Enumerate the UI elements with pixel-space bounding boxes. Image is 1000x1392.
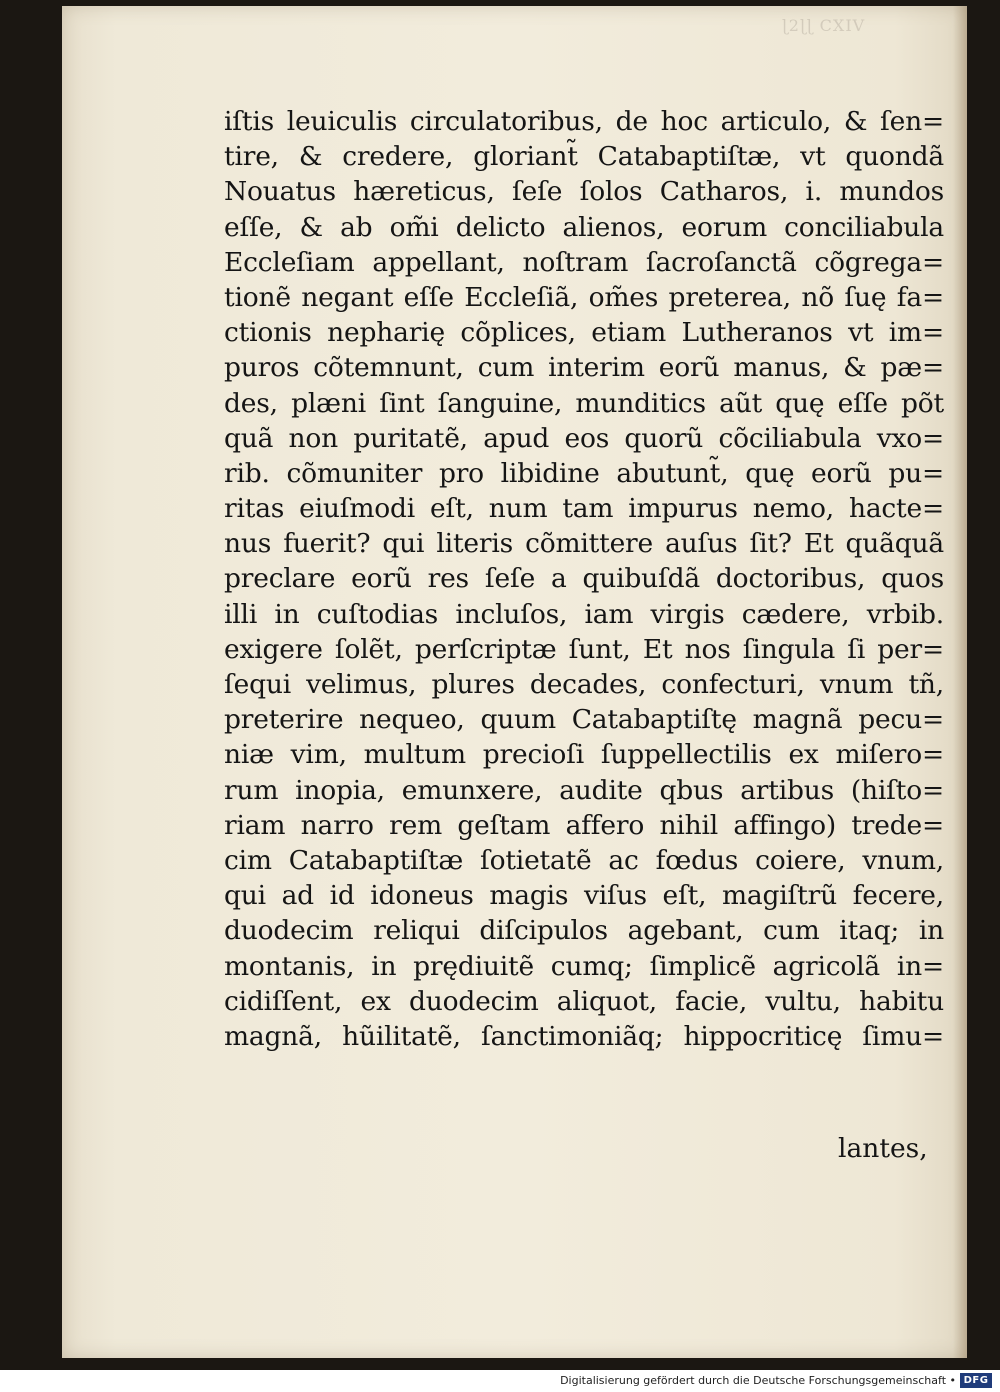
text-line: riam narro rem geſtam affero nihil affingo) trede= <box>224 809 944 841</box>
page-edge-shadow <box>953 6 967 1358</box>
faint-page-mark: ɭ2ɭɭ CXIV <box>782 16 866 35</box>
catchword: lantes, <box>838 1133 928 1164</box>
text-line: exigere ſolẽt, perſcriptæ ſunt, Et nos ſingula ſi per= <box>224 633 944 665</box>
text-line: preclare eorũ res ſeſe a quibuſdã doctoribus, quos <box>224 563 944 595</box>
text-line: niæ vim, multum precioſi ſuppellectilis ex miſero= <box>224 739 944 771</box>
text-line: qui ad id idoneus magis viſus eſt, magiſtrũ fecere, <box>224 880 944 912</box>
page-text-block <box>224 104 944 1054</box>
text-line: ſequi velimus, plures decades, confecturi, vnum tñ, <box>224 669 944 700</box>
text-line: ritas eiuſmodi eſt, num tam impurus nemo, hacte= <box>224 493 944 525</box>
text-line: preterire nequeo, quum Catabaptiſtę magnã pecu= <box>224 704 944 736</box>
text-line: quã non puritatẽ, apud eos quorũ cõciliabula vxo= <box>224 422 944 454</box>
text-line: duodecim reliqui diſcipulos agebant, cum itaq; in <box>224 915 944 947</box>
text-line: Eccleſiam appellant, noſtram ſacroſanctã cõgrega= <box>224 246 944 278</box>
text-line: tire, & credere, gloriant̃ Catabaptiſtæ, vt quondã <box>224 141 944 173</box>
digitization-footer <box>0 1370 1000 1392</box>
text-line: des, plæni ſint ſanguine, munditics aũt quę eſſe põt <box>224 387 944 419</box>
text-line: cim Catabaptiſtæ ſotietatẽ ac fœdus coiere, vnum, <box>224 844 944 876</box>
text-line: tionẽ negant eſſe Eccleſiã, om̃es preterea, nõ ſuę fa= <box>224 281 944 313</box>
text-line: ctionis nepharię cõplices, etiam Lutheranos vt im= <box>224 317 944 349</box>
dfg-logo: DFG <box>960 1373 992 1388</box>
text-line: illi in cuſtodias incluſos, iam virgis cædere, vrbib. <box>224 598 944 630</box>
text-line: rum inopia, emunxere, audite qbus artibus (hiſto= <box>224 774 944 806</box>
text-line: rib. cõmuniter pro libidine abutunt̃, quę eorũ pu= <box>224 457 944 489</box>
text-line: iſtis leuiculis circulatoribus, de hoc articulo, & ſen= <box>224 106 944 137</box>
text-line: eſſe, & ab om̃i delicto alienos, eorum conciliabula <box>224 211 944 243</box>
funding-credit: Digitalisierung gefördert durch die Deutsche Forschungsgemeinschaft • <box>560 1374 956 1387</box>
text-line: cidiſſent, ex duodecim aliquot, facie, vultu, habitu <box>224 985 944 1017</box>
text-line: Nouatus hæreticus, ſeſe ſolos Catharos, i. mundos <box>224 176 944 208</box>
text-line: montanis, in prędiuitẽ cumq; ſimplicẽ agricolã in= <box>224 950 944 982</box>
text-line: nus fuerit? qui literis cõmittere auſus ſit? Et quãquã <box>224 528 944 560</box>
text-line: magnã, hũilitatẽ, ſanctimoniãq; hippocriticę ſimu= <box>224 1020 944 1052</box>
text-line: puros cõtemnunt, cum interim eorũ manus, & pæ= <box>224 352 944 384</box>
